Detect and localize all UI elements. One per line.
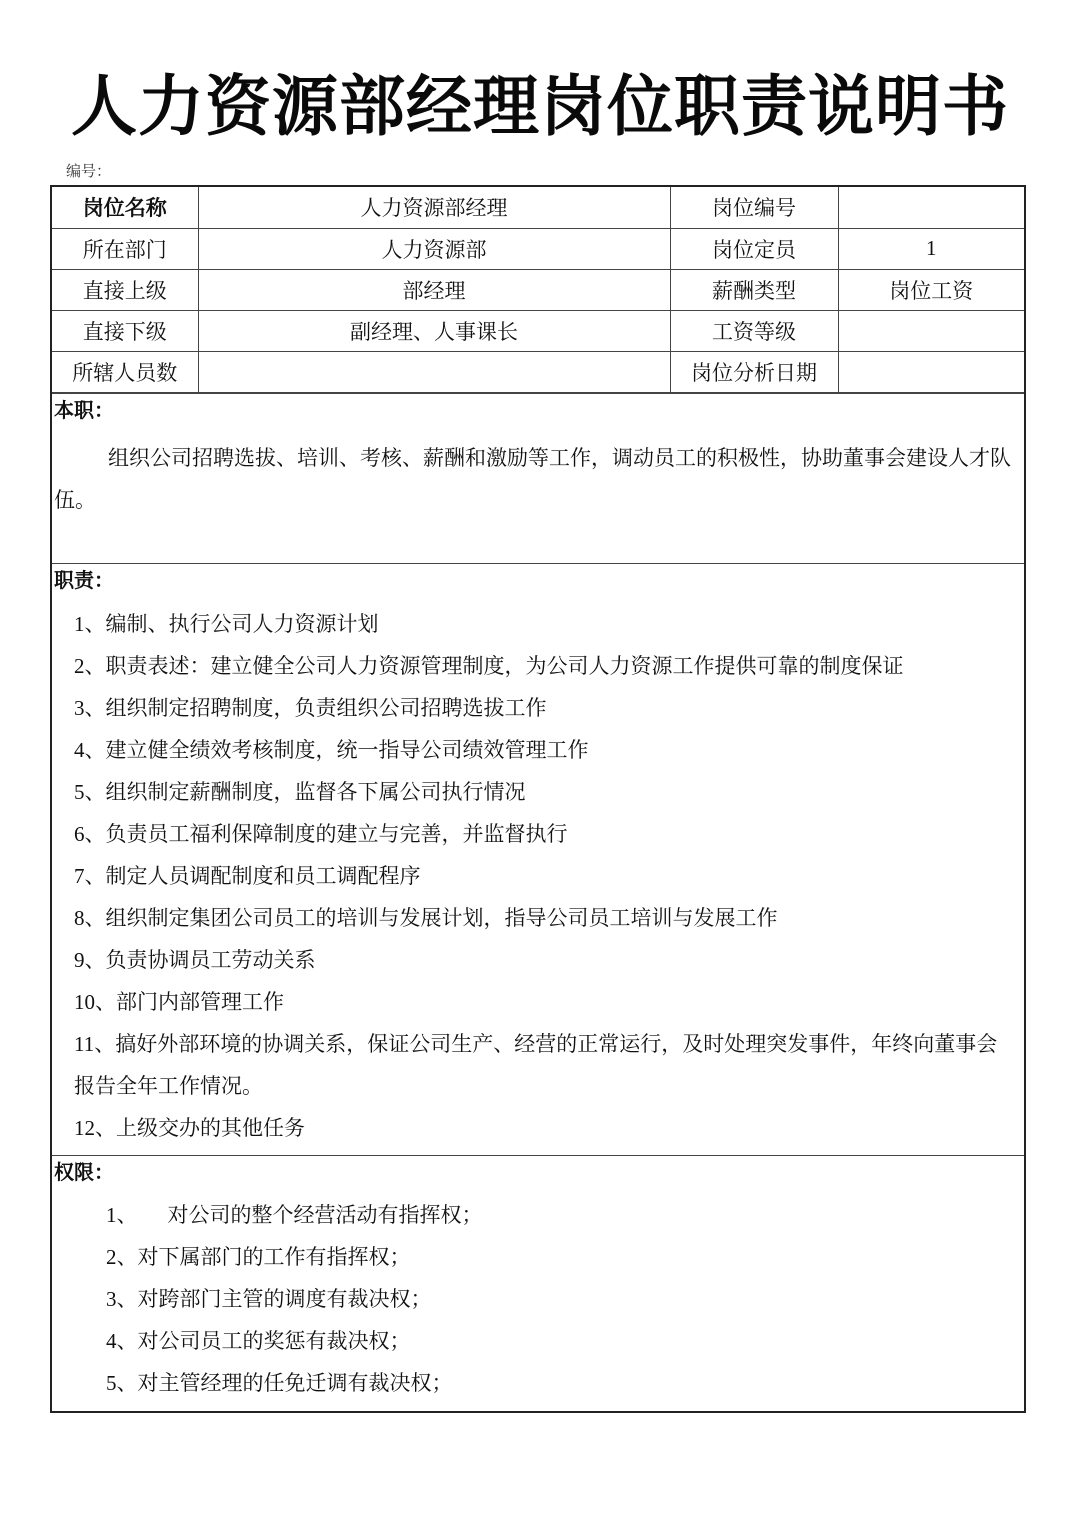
table-row bbox=[52, 228, 1024, 269]
position-no-value bbox=[838, 187, 1024, 228]
list-item: 9、负责协调员工劳动关系 bbox=[74, 947, 316, 972]
list-item: 11、搞好外部环境的协调关系，保证公司生产、经营的正常运行，及时处理突发事件，年终向董事会报告全年工作情况。 bbox=[74, 1031, 998, 1098]
superior-value: 部经理 bbox=[198, 269, 670, 310]
list-item: 5、对主管经理的任免迁调有裁决权； bbox=[106, 1370, 453, 1395]
salary-type-label: 薪酬类型 bbox=[670, 269, 838, 310]
list-item: 8、组织制定集团公司员工的培训与发展计划，指导公司员工培训与发展工作 bbox=[74, 905, 778, 930]
headcount-label: 岗位定员 bbox=[670, 228, 838, 269]
salary-type-value: 岗位工资 bbox=[838, 269, 1024, 310]
authority-section bbox=[52, 1155, 1024, 1407]
main-duty-text: 组织公司招聘选拔、培训、考核、薪酬和激励等工作，调动员工的积极性，协助董事会建设人才队伍。 bbox=[54, 445, 1011, 512]
list-item: 5、组织制定薪酬制度，监督各下属公司执行情况 bbox=[74, 779, 526, 804]
headcount-value: 1 bbox=[838, 228, 1024, 269]
main-duty-section bbox=[52, 393, 1024, 563]
table-row bbox=[52, 351, 1024, 392]
superior-label: 直接上级 bbox=[52, 269, 198, 310]
list-item: 6、负责员工福利保障制度的建立与完善，并监督执行 bbox=[74, 821, 568, 846]
position-name-value: 人力资源部经理 bbox=[198, 187, 670, 228]
analysis-date-value bbox=[838, 351, 1024, 392]
duties-heading: 职责： bbox=[54, 567, 114, 592]
document-number-label: 编号： bbox=[66, 162, 112, 180]
table-row bbox=[52, 310, 1024, 351]
duties-section bbox=[52, 563, 1024, 1155]
job-description-form bbox=[50, 185, 1026, 1413]
subordinate-value: 副经理、人事课长 bbox=[198, 310, 670, 351]
authority-heading: 权限： bbox=[54, 1159, 114, 1184]
table-row bbox=[52, 269, 1024, 310]
main-duty-heading: 本职： bbox=[54, 397, 114, 422]
authority-list bbox=[52, 1194, 1024, 1404]
subordinate-label: 直接下级 bbox=[52, 310, 198, 351]
list-item: 10、部门内部管理工作 bbox=[74, 989, 284, 1014]
staff-count-value bbox=[198, 351, 670, 392]
list-item: 2、职责表述：建立健全公司人力资源管理制度，为公司人力资源工作提供可靠的制度保证 bbox=[74, 653, 904, 678]
position-info-table bbox=[52, 187, 1024, 393]
list-item: 3、组织制定招聘制度，负责组织公司招聘选拔工作 bbox=[74, 695, 547, 720]
department-value: 人力资源部 bbox=[198, 228, 670, 269]
department-label: 所在部门 bbox=[52, 228, 198, 269]
list-item: 12、上级交办的其他任务 bbox=[74, 1115, 305, 1140]
position-name-label: 岗位名称 bbox=[52, 187, 198, 228]
salary-grade-label: 工资等级 bbox=[670, 310, 838, 351]
list-item: 3、对跨部门主管的调度有裁决权； bbox=[106, 1286, 432, 1311]
list-item: 2、对下属部门的工作有指挥权； bbox=[106, 1244, 411, 1269]
list-item: 4、对公司员工的奖惩有裁决权； bbox=[106, 1328, 411, 1353]
list-item: 1、 对公司的整个经营活动有指挥权； bbox=[106, 1202, 483, 1227]
analysis-date-label: 岗位分析日期 bbox=[670, 351, 838, 392]
list-item: 4、建立健全绩效考核制度，统一指导公司绩效管理工作 bbox=[74, 737, 589, 762]
salary-grade-value bbox=[838, 310, 1024, 351]
list-item: 1、编制、执行公司人力资源计划 bbox=[74, 611, 379, 636]
staff-count-label: 所辖人员数 bbox=[52, 351, 198, 392]
document-title: 人力资源部经理岗位职责说明书 bbox=[71, 68, 1009, 145]
position-no-label: 岗位编号 bbox=[670, 187, 838, 228]
table-row bbox=[52, 187, 1024, 228]
list-item: 7、制定人员调配制度和员工调配程序 bbox=[74, 863, 421, 888]
duties-list bbox=[52, 603, 1024, 1149]
